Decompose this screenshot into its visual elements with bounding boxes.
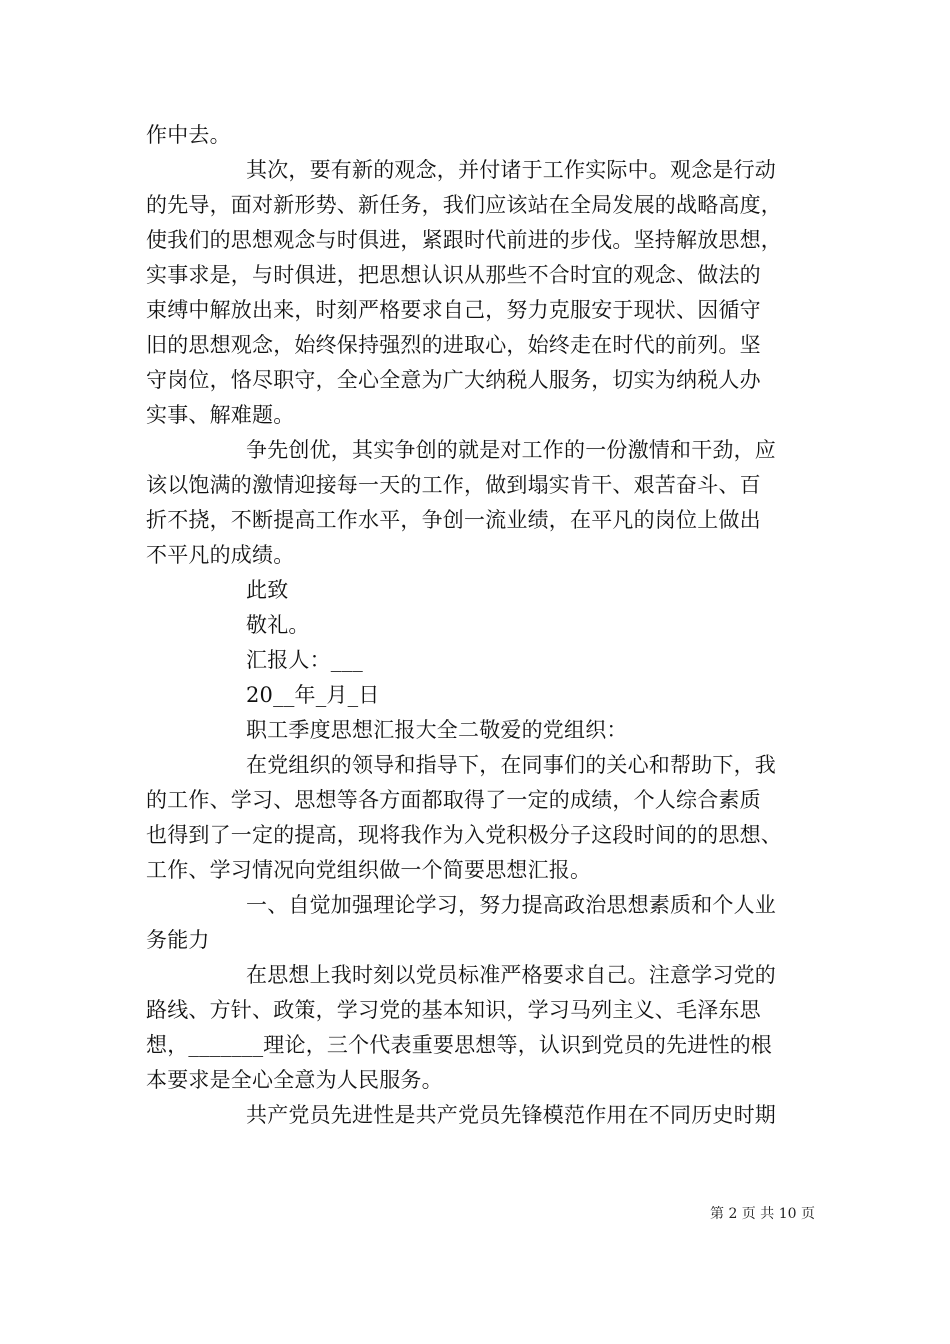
- page-number: 第 2 页 共 10 页: [710, 1206, 815, 1222]
- text-line: 也得到了一定的提高，现将我作为入党积极分子这段时间的的思想、: [146, 823, 782, 847]
- text-line: 使我们的思想观念与时俱进，紧跟时代前进的步伐。坚持解放思想，: [146, 228, 782, 252]
- text-line: 作中去。: [146, 123, 231, 147]
- text-line: 该以饱满的激情迎接每一天的工作，做到塌实肯干、艰苦奋斗、百: [146, 473, 761, 497]
- paragraph-start: 在党组织的领导和指导下，在同事们的关心和帮助下，我: [246, 753, 776, 777]
- text-line: 本要求是全心全意为人民服务。: [146, 1068, 443, 1092]
- paragraph-start: 争先创优，其实争创的就是对工作的一份激情和干劲，应: [246, 438, 776, 462]
- closing-salutation: 此致: [246, 578, 289, 602]
- date-line: 20__年_月_日: [246, 683, 380, 707]
- text-line: 实事求是，与时俱进，把思想认识从那些不合时宜的观念、做法的: [146, 263, 761, 287]
- paragraph-start: 在思想上我时刻以党员标准严格要求自己。注意学习党的: [246, 963, 776, 987]
- text-line: 不平凡的成绩。: [146, 543, 295, 567]
- text-line: 想，_______理论，三个代表重要思想等，认识到党员的先进性的根: [146, 1033, 773, 1057]
- text-line: 的先导，面对新形势、新任务，我们应该站在全局发展的战略高度，: [146, 193, 782, 217]
- paragraph-start: 其次，要有新的观念，并付诸于工作实际中。观念是行动: [246, 158, 776, 182]
- closing-regards: 敬礼。: [246, 613, 310, 637]
- section-title: 职工季度思想汇报大全二敬爱的党组织：: [246, 718, 628, 742]
- heading-item: 一、自觉加强理论学习，努力提高政治思想素质和个人业: [246, 893, 776, 917]
- text-line: 工作、学习情况向党组织做一个简要思想汇报。: [146, 858, 592, 882]
- document-body: [146, 118, 806, 1133]
- paragraph-start: 共产党员先进性是共产党员先锋模范作用在不同历史时期: [246, 1103, 776, 1127]
- text-line: 束缚中解放出来，时刻严格要求自己，努力克服安于现状、因循守: [146, 298, 761, 322]
- text-line: 的工作、学习、思想等各方面都取得了一定的成绩，个人综合素质: [146, 788, 761, 812]
- text-line: 旧的思想观念，始终保持强烈的进取心，始终走在时代的前列。坚: [146, 333, 761, 357]
- text-line: 路线、方针、政策，学习党的基本知识，学习马列主义、毛泽东思: [146, 998, 761, 1022]
- text-line: 守岗位，恪尽职守，全心全意为广大纳税人服务，切实为纳税人办: [146, 368, 761, 392]
- text-line: 务能力: [146, 928, 210, 952]
- text-line: 折不挠，不断提高工作水平，争创一流业绩，在平凡的岗位上做出: [146, 508, 761, 532]
- text-line: 实事、解难题。: [146, 403, 295, 427]
- reporter-signature-line: 汇报人：___: [246, 648, 363, 672]
